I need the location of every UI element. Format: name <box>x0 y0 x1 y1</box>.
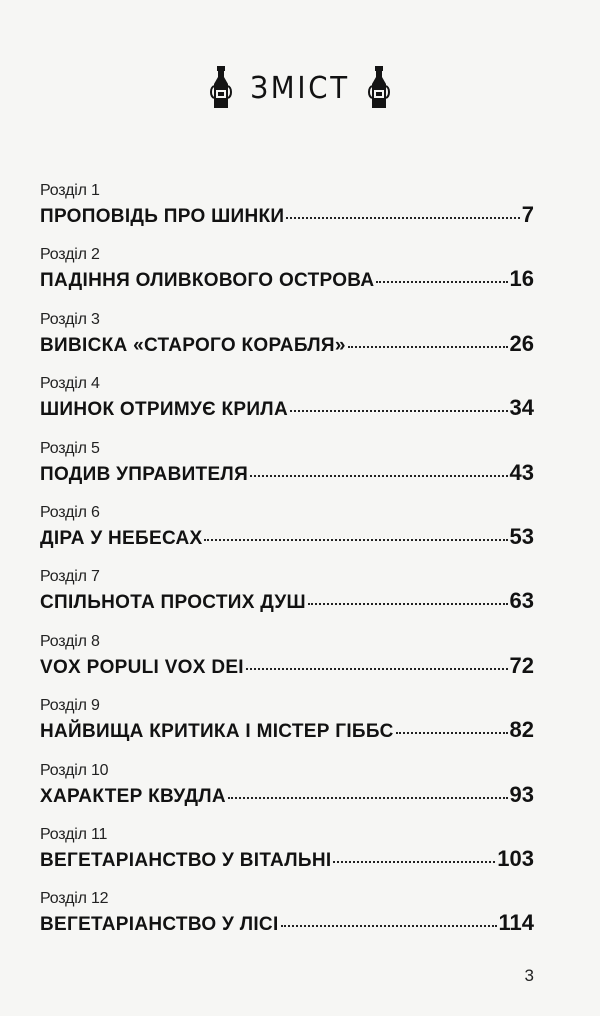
toc-entry[interactable] <box>40 438 534 502</box>
page-number: 72 <box>509 652 534 678</box>
page-number: 34 <box>509 395 534 421</box>
page-number: 114 <box>498 910 534 936</box>
chapter-title: ПОДИВ УПРАВИТЕЛЯ <box>40 463 249 485</box>
chapter-label: Розділ 9 <box>40 697 100 715</box>
toc-entry[interactable] <box>40 631 534 695</box>
toc-entry[interactable] <box>40 373 534 437</box>
table-of-contents <box>40 180 534 953</box>
page-number: 103 <box>497 845 534 871</box>
page-number: 43 <box>509 459 534 485</box>
dot-leader <box>348 346 508 348</box>
chapter-label: Розділ 6 <box>40 503 100 521</box>
page-number: 82 <box>509 717 534 743</box>
page-number: 53 <box>509 523 534 549</box>
chapter-title: НАЙВИЩА КРИТИКА І МІСТЕР ГІББС <box>40 721 394 743</box>
chapter-title: ШИНОК ОТРИМУЄ КРИЛА <box>40 399 288 421</box>
chapter-label: Розділ 1 <box>40 182 100 199</box>
toc-entry[interactable] <box>40 566 534 630</box>
chapter-label: Розділ 8 <box>40 632 100 650</box>
dot-leader <box>281 925 497 927</box>
toc-entry[interactable] <box>40 180 534 244</box>
chapter-label: Розділ 2 <box>40 246 100 264</box>
dot-leader <box>290 410 508 412</box>
dot-leader <box>333 861 495 863</box>
page-title: ЗМІСТ <box>250 70 350 106</box>
chapter-label: Розділ 7 <box>40 568 100 586</box>
chapter-label: Розділ 11 <box>40 825 108 843</box>
toc-entry[interactable] <box>40 244 534 308</box>
dot-leader <box>250 475 507 477</box>
page-number: 26 <box>509 330 534 356</box>
chapter-label: Розділ 12 <box>40 890 109 908</box>
chapter-title: ВЕГЕТАРІАНСТВО У ВІТАЛЬНІ <box>40 849 332 871</box>
toc-entry[interactable] <box>40 309 534 373</box>
chapter-title: ПРОПОВІДЬ ПРО ШИНКИ <box>40 206 285 227</box>
dot-leader <box>204 539 507 541</box>
chapter-title: VOX POPULI VOX DEI <box>40 656 244 678</box>
chapter-title: ВИВІСКА «СТАРОГО КОРАБЛЯ» <box>40 334 346 356</box>
toc-entry[interactable] <box>40 824 534 888</box>
page-folio: 3 <box>524 966 534 985</box>
page-number: 7 <box>521 202 534 227</box>
bottle-icon <box>368 66 390 110</box>
chapter-label: Розділ 10 <box>40 761 109 779</box>
toc-entry[interactable] <box>40 695 534 759</box>
contents-header <box>0 66 600 110</box>
chapter-label: Розділ 4 <box>40 375 100 393</box>
chapter-title: ПАДІННЯ ОЛИВКОВОГО ОСТРОВА <box>40 270 375 292</box>
chapter-title: ХАРАКТЕР КВУДЛА <box>40 785 226 807</box>
dot-leader <box>246 668 508 670</box>
chapter-label: Розділ 3 <box>40 310 100 328</box>
dot-leader <box>308 603 508 605</box>
page-number: 93 <box>509 781 534 807</box>
toc-entry[interactable] <box>40 502 534 566</box>
chapter-title: ДІРА У НЕБЕСАХ <box>40 527 203 549</box>
dot-leader <box>286 217 519 219</box>
page-number: 63 <box>509 588 534 614</box>
page-number: 16 <box>509 266 534 292</box>
chapter-label: Розділ 5 <box>40 439 100 457</box>
toc-entry[interactable] <box>40 760 534 824</box>
dot-leader <box>396 732 508 734</box>
chapter-title: ВЕГЕТАРІАНСТВО У ЛІСІ <box>40 914 279 936</box>
chapter-title: СПІЛЬНОТА ПРОСТИХ ДУШ <box>40 592 306 614</box>
toc-entry[interactable] <box>40 888 534 952</box>
bottle-icon <box>210 66 232 110</box>
dot-leader <box>376 281 507 283</box>
dot-leader <box>228 797 508 799</box>
